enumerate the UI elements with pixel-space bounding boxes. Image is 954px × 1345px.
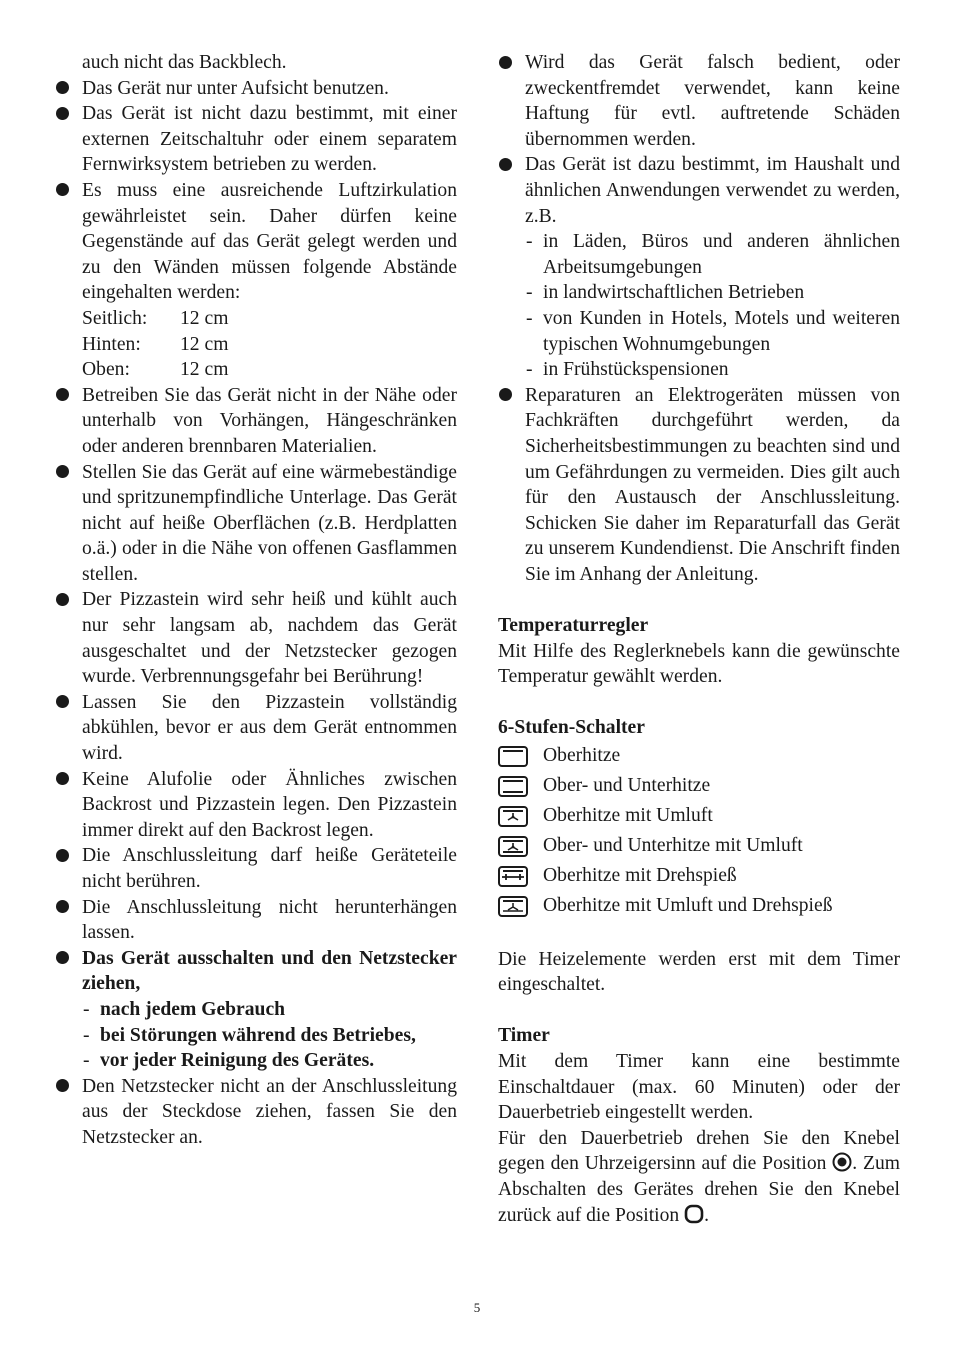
switch-item xyxy=(498,801,900,831)
use-item: - von Kunden in Hotels, Motels und weiteren typischen Wohnumgebungen xyxy=(498,306,900,357)
unplug-item: - bei Störungen während des Betriebes, xyxy=(55,1023,457,1049)
switch-heading: 6-Stufen-Schalter xyxy=(498,717,645,739)
top-bottom-heat-fan-icon xyxy=(498,836,528,857)
top-bottom-heat-icon xyxy=(498,776,528,797)
switch-item xyxy=(498,861,900,891)
bullet-plug-handling: Den Netzstecker nicht an der Anschlussleitung aus der Steckdose ziehen, fassen Sie den Netzstecker an. xyxy=(55,1074,457,1151)
temperature-text: Mit Hilfe des Reglerknebels kann die gewünschte Temperatur gewählt werden. xyxy=(498,640,900,688)
bullet-supervision: Das Gerät nur unter Aufsicht benutzen. xyxy=(55,76,457,102)
bullet-unplug: Das Gerät ausschalten und den Netzstecker ziehen, xyxy=(55,946,457,997)
page-number: 5 xyxy=(473,1300,481,1315)
bullet-surface: Stellen Sie das Gerät auf eine wärmebeständige und spritzunempfindliche Unterlage. Das Gerät nicht auf heiße Oberflächen (z.B. Herdplatten o.ä.) oder in die Nähe von offenen Gasflammen stellen. xyxy=(55,460,457,588)
continuous-position-icon xyxy=(832,1152,852,1172)
use-item: - in landwirtschaftlichen Betrieben xyxy=(498,280,900,306)
switch-item xyxy=(498,771,900,801)
switch-label: Oberhitze mit Umluft und Drehspieß xyxy=(543,895,833,917)
switch-item xyxy=(498,741,900,771)
distance-value: 12 cm xyxy=(180,333,229,355)
distance-row xyxy=(55,306,457,332)
left-column xyxy=(55,50,457,1151)
timer-instructions xyxy=(498,1126,900,1228)
top-heat-fan-icon xyxy=(498,806,528,827)
switch-item xyxy=(498,831,900,861)
bullet-flammable: Betreiben Sie das Gerät nicht in der Nähe oder unterhalb von Vorhängen, Hängeschränken oder anderen brennbaren Materialien. xyxy=(55,383,457,460)
bullet-pizza-stone-cool: Lassen Sie den Pizzastein vollständig abkühlen, bevor er aus dem Gerät entnommen wird. xyxy=(55,690,457,767)
use-item: - in Frühstückspensionen xyxy=(498,357,900,383)
distance-value: 12 cm xyxy=(180,359,229,381)
bullet-timer-warning: Das Gerät ist nicht dazu bestimmt, mit einer externen Zeitschaltuhr oder einem separatem Fernwirksystem betrieben zu werden. xyxy=(55,101,457,178)
bullet-repairs: Reparaturen an Elektrogeräten müssen von Fachkräften durchgeführt werden, da Sicherheitsbestimmungen zu beachten sind und um Gefährdungen zu vermeiden. Dies gilt auch für den Austausch der Anschlussleitung. Schicken Sie daher im Reparaturfall das Gerät zu unserem Kundendienst. Die Anschrift finden Sie im Anhang der Anleitung. xyxy=(498,383,900,588)
unplug-item: - nach jedem Gebrauch xyxy=(55,997,457,1023)
switch-list xyxy=(498,741,900,921)
switch-label: Oberhitze mit Drehspieß xyxy=(543,865,737,887)
off-position-icon xyxy=(684,1204,704,1224)
bullet-cable-hot: Die Anschlussleitung darf heiße Geräteteile nicht berühren. xyxy=(55,843,457,894)
right-column xyxy=(498,50,900,1228)
bullet-liability: Wird das Gerät falsch bedient, oder zweckentfremdet verwendet, kann keine Haftung für evtl. auftretende Schäden übernommen werden. xyxy=(498,50,900,152)
distance-label: Hinten: xyxy=(82,333,141,355)
timer-text: Mit dem Timer kann eine bestimmte Einschaltdauer (max. 60 Minuten) oder der Dauerbetrieb eingestellt werden. xyxy=(498,1051,900,1124)
bullet-intended-use: Das Gerät ist dazu bestimmt, im Haushalt und ähnlichen Anwendungen verwendet zu werden, z.B. xyxy=(498,152,900,229)
unplug-item: - vor jeder Reinigung des Gerätes. xyxy=(55,1048,457,1074)
distance-label: Oben: xyxy=(82,359,130,381)
switch-item xyxy=(498,891,900,921)
bullet-pizza-stone-hot: Der Pizzastein wird sehr heiß und kühlt auch nur sehr langsam ab, nachdem das Gerät ausgeschaltet und der Netzstecker gezogen wurde. Verbrennungsgefahr bei Berührung! xyxy=(55,587,457,689)
switch-label: Oberhitze xyxy=(543,745,621,767)
bullet-aluminium-foil: Keine Alufolie oder Ähnliches zwischen Backrost und Pizzastein legen. Den Pizzastein immer direkt auf den Backrost legen. xyxy=(55,767,457,844)
bullet-air-circulation: Es muss eine ausreichende Luftzirkulation gewährleistet sein. Daher dürfen keine Gegenstände auf das Gerät gelegt werden und zu den Wänden müssen folgende Abstände eingehalten werden: xyxy=(55,178,457,306)
top-heat-rotisserie-icon xyxy=(498,866,528,887)
temperature-heading: Temperaturregler xyxy=(498,615,649,637)
switch-label: Ober- und Unterhitze xyxy=(543,775,711,797)
distance-value: 12 cm xyxy=(180,307,229,329)
continued-text: auch nicht das Backblech. xyxy=(82,52,287,73)
bullet-cable-hanging: Die Anschlussleitung nicht herunterhängen lassen. xyxy=(55,895,457,946)
use-item: - in Läden, Büros und anderen ähnlichen Arbeitsumgebungen xyxy=(498,229,900,280)
timer-heading: Timer xyxy=(498,1025,550,1047)
heating-note: Die Heizelemente werden erst mit dem Timer eingeschaltet. xyxy=(498,948,900,996)
timer-text-part: Für den Dauerbetrieb drehen Sie den Knebel gegen den Uhrzeigersinn auf die Position xyxy=(498,1127,900,1175)
switch-label: Oberhitze mit Umluft xyxy=(543,805,713,827)
timer-text-part: . xyxy=(704,1204,710,1226)
switch-label: Ober- und Unterhitze mit Umluft xyxy=(543,835,803,857)
top-heat-fan-rotisserie-icon xyxy=(498,896,528,917)
timer-text-part: . Zum Abschalten des Gerätes drehen Sie den Knebel zurück auf die Position xyxy=(498,1153,900,1226)
distance-row xyxy=(55,357,457,383)
top-heat-icon xyxy=(498,746,528,767)
distance-row xyxy=(55,332,457,358)
distance-label: Seitlich: xyxy=(82,307,148,329)
